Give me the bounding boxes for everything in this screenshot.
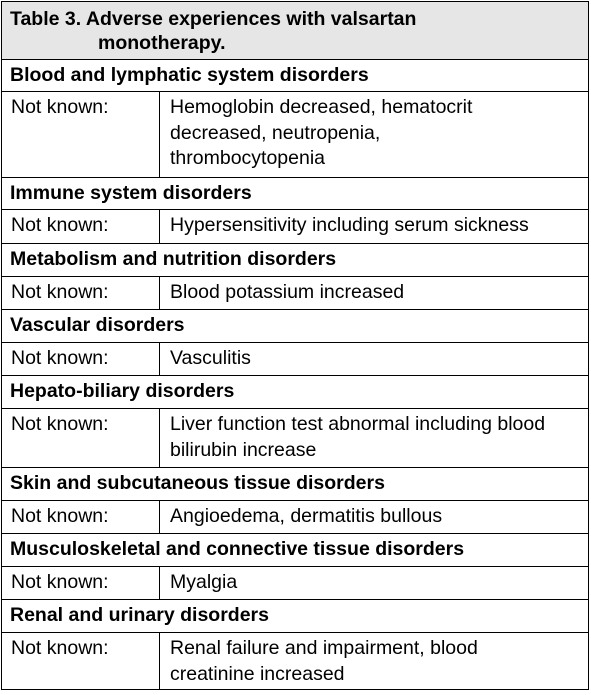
frequency-cell: Not known:: [2, 409, 160, 467]
table-row: [2, 633, 588, 689]
table-caption: [2, 2, 588, 60]
effects-cell: Hypersensitivity including serum sickness: [170, 214, 529, 236]
table-row: [2, 277, 588, 310]
category-header: Skin and subcutaneous tissue disorders: [2, 468, 588, 501]
table-row: [2, 409, 588, 468]
frequency-cell: Not known:: [2, 92, 160, 177]
category-header: Vascular disorders: [2, 310, 588, 343]
table-row: [2, 210, 588, 244]
effects-cell: Myalgia: [170, 571, 238, 593]
category-header: Hepato-biliary disorders: [2, 376, 588, 409]
effects-cell: Vasculitis: [170, 347, 251, 369]
table-caption-line1: Table 3. Adverse experiences with valsartan: [10, 8, 417, 30]
effects-cell: Renal failure and impairment, blood creatinine increased: [170, 637, 478, 685]
category-header: Blood and lymphatic system disorders: [2, 60, 588, 92]
effects-cell: Hemoglobin decreased, hematocrit decreased, neutropenia, thrombocytopenia: [170, 96, 473, 169]
category-header: Musculoskeletal and connective tissue disorders: [2, 534, 588, 567]
frequency-cell: Not known:: [2, 567, 160, 599]
effects-cell: Angioedema, dermatitis bullous: [170, 505, 443, 527]
category-header: Metabolism and nutrition disorders: [2, 244, 588, 277]
frequency-cell: Not known:: [2, 277, 160, 309]
effects-cell: Liver function test abnormal including blood bilirubin increase: [170, 413, 546, 461]
category-header: Renal and urinary disorders: [2, 600, 588, 633]
frequency-cell: Not known:: [2, 501, 160, 533]
frequency-cell: Not known:: [2, 343, 160, 375]
table-row: [2, 92, 588, 178]
table-row: [2, 567, 588, 600]
effects-cell: Blood potassium increased: [170, 281, 405, 303]
table-row: [2, 501, 588, 534]
table-caption-line2: monotherapy.: [98, 32, 226, 54]
adverse-experiences-table: [1, 1, 589, 690]
frequency-cell: Not known:: [2, 210, 160, 243]
table-row: [2, 343, 588, 376]
category-header: Immune system disorders: [2, 178, 588, 210]
frequency-cell: Not known:: [2, 633, 160, 689]
